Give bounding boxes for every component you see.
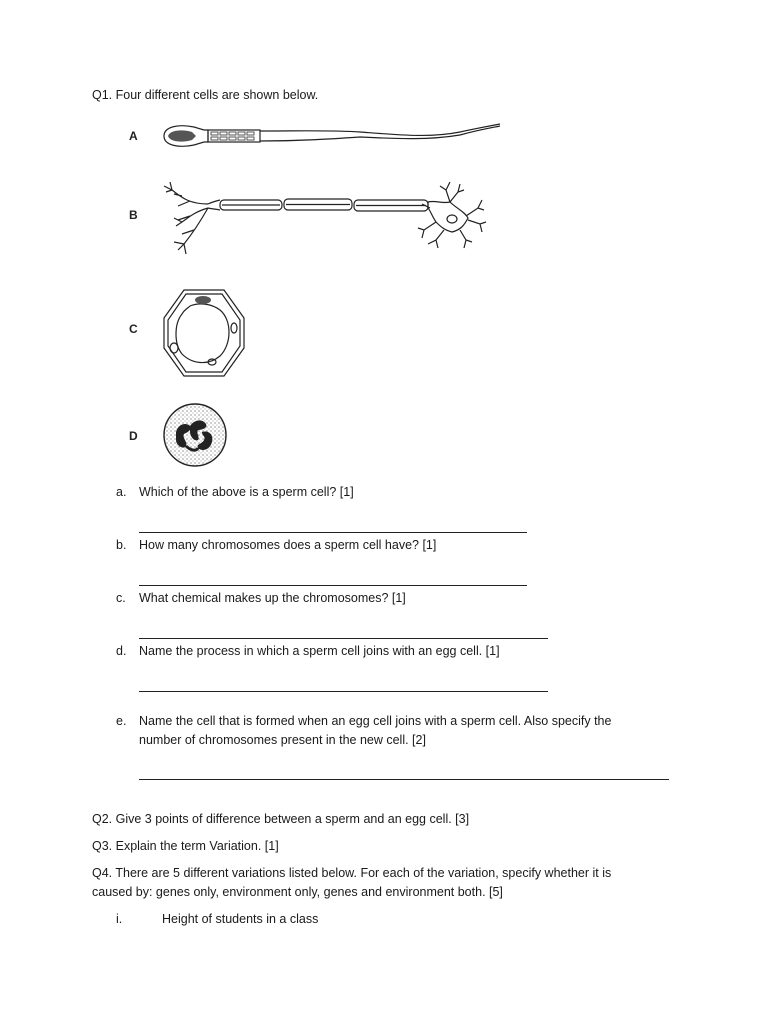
q1b-text: How many chromosomes does a sperm cell have? [1] [139, 538, 437, 552]
q1-intro: Q1. Four different cells are shown below. [92, 88, 319, 102]
q4-item-number: i. [116, 912, 123, 926]
q1a-letter: a. [116, 485, 127, 499]
q1a-text: Which of the above is a sperm cell? [1] [139, 485, 354, 499]
q1e-letter: e. [116, 714, 127, 728]
cell-label-b: B [129, 208, 138, 222]
q1b-answer-line[interactable] [139, 585, 527, 586]
q1e-text-line1: Name the cell that is formed when an egg cell joins with a sperm cell. Also specify the [139, 714, 612, 728]
q2-text: Q2. Give 3 points of difference between a sperm and an egg cell. [3] [92, 812, 470, 826]
cell-label-d: D [129, 429, 138, 443]
white-blood-cell-diagram [162, 402, 228, 468]
sperm-cell-diagram [160, 118, 505, 154]
cell-label-c: C [129, 322, 138, 336]
q1b-letter: b. [116, 538, 127, 552]
q1c-answer-line[interactable] [139, 638, 548, 639]
plant-cell-diagram [160, 288, 246, 378]
q4-text-line2: caused by: genes only, environment only, genes and environment both. [5] [92, 885, 503, 899]
q1d-answer-line[interactable] [139, 691, 548, 692]
q1d-text: Name the process in which a sperm cell joins with an egg cell. [1] [139, 644, 500, 658]
q1c-letter: c. [116, 591, 126, 605]
q1c-text: What chemical makes up the chromosomes? [1] [139, 591, 406, 605]
q1d-letter: d. [116, 644, 127, 658]
q4-item-text: Height of students in a class [162, 912, 319, 926]
q1a-answer-line[interactable] [139, 532, 527, 533]
q1e-answer-line[interactable] [139, 779, 669, 780]
q4-text-line1: Q4. There are 5 different variations listed below. For each of the variation, specify whether it is [92, 866, 612, 880]
cell-label-a: A [129, 129, 138, 143]
nerve-cell-diagram [160, 178, 490, 260]
q3-text: Q3. Explain the term Variation. [1] [92, 839, 279, 853]
q1e-text-line2: number of chromosomes present in the new cell. [2] [139, 733, 426, 747]
